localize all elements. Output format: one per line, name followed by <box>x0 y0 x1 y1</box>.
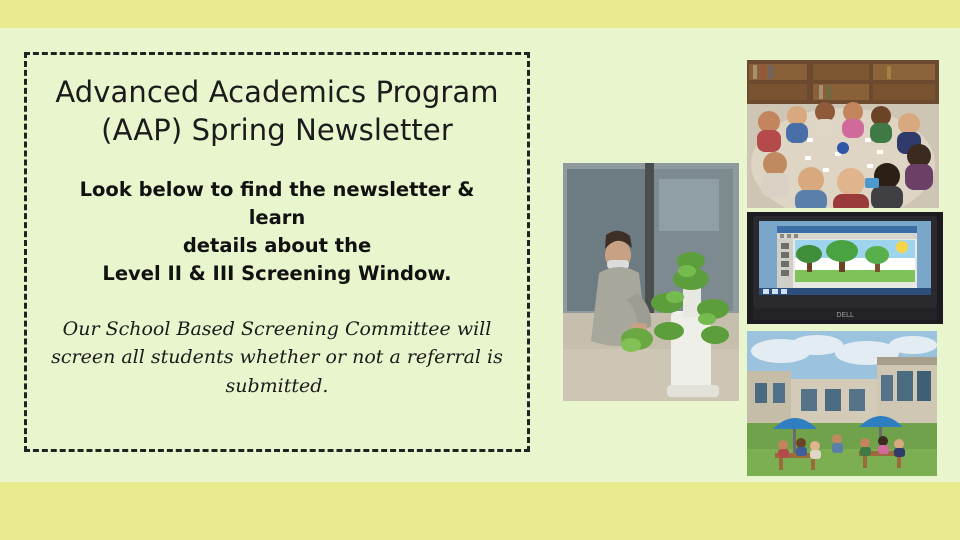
dashed-text-box <box>24 52 530 452</box>
bottom-band <box>0 482 960 540</box>
library-circle-photo <box>747 60 939 208</box>
page-title <box>27 55 527 150</box>
subtitle-line-3: Level II & III Screening Window. <box>102 262 452 286</box>
screening-note: Our School Based Screening Committee will screen all students whether or not a referral is submitted. <box>51 317 503 397</box>
subtitle <box>27 150 527 289</box>
subtitle-line-2: details about the <box>182 234 372 258</box>
courtyard-photo <box>747 331 937 476</box>
subtitle-line-1: Look below to find the newsletter & learn <box>79 177 475 229</box>
hydroponics-photo <box>563 163 739 401</box>
svg-text:DELL: DELL <box>836 311 854 319</box>
top-band <box>0 0 960 28</box>
page-title-line-1: Advanced Academics Program <box>55 75 499 109</box>
computer-screen-photo <box>747 212 943 324</box>
page-title-line-2: (AAP) Spring Newsletter <box>101 113 453 148</box>
